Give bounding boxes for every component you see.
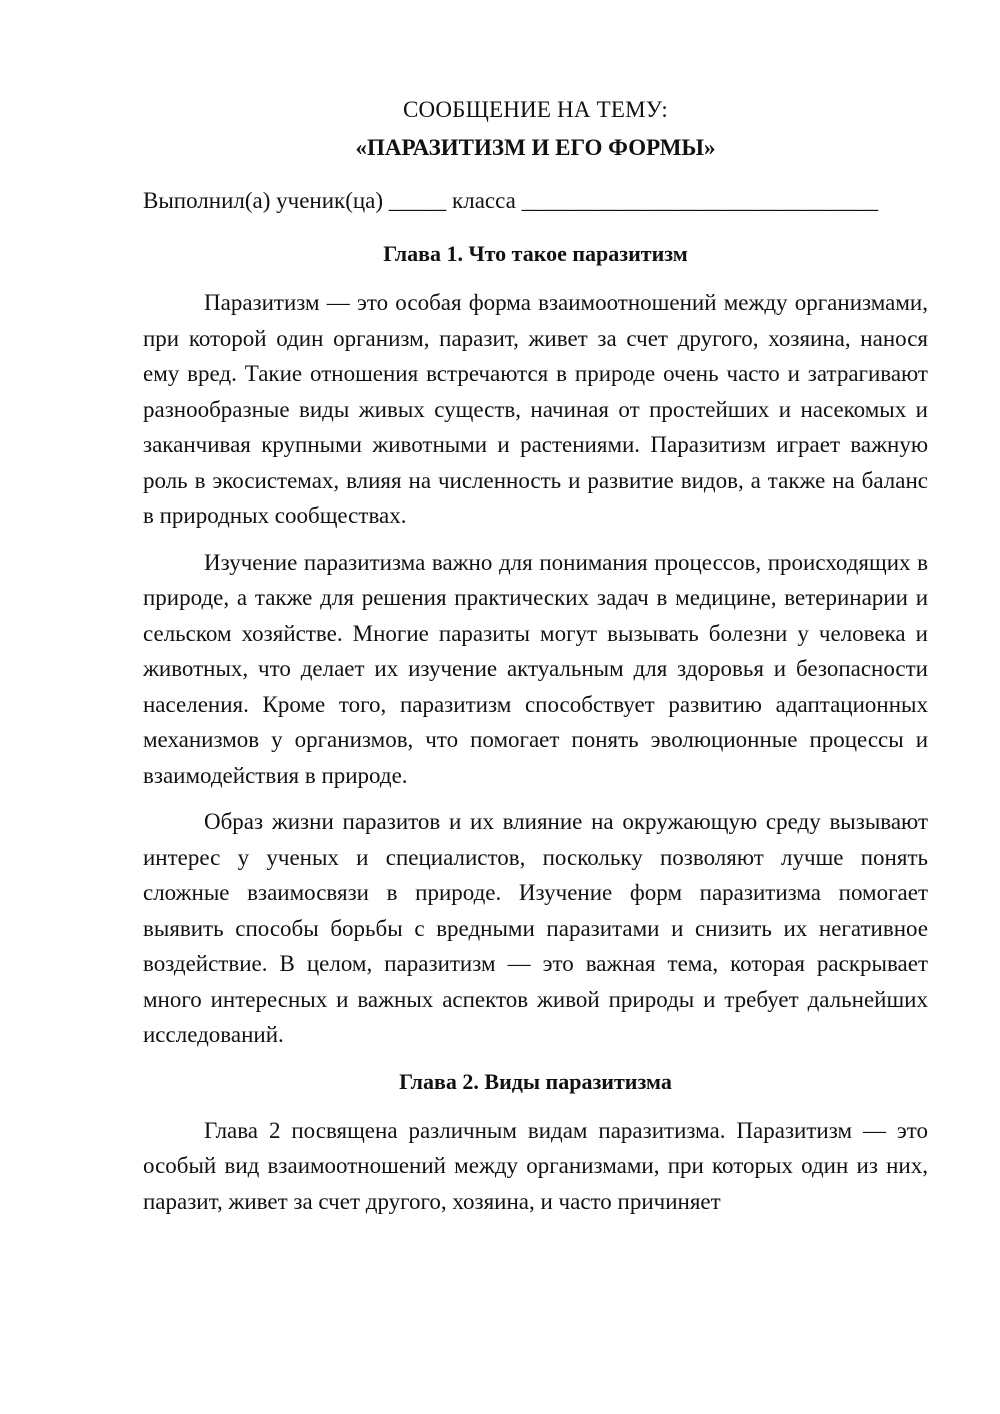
author-line: Выполнил(а) ученик(ца) _____ класса _______________________________ — [143, 188, 879, 213]
chapter-1-paragraph-2: Изучение паразитизма важно для понимания процессов, происходящих в природе, а также для решения практических задач в медицине, ветеринарии и сельском хозяйстве. Многие паразиты могут вызывать болезни у человека и животных, что делает их изучение актуальным для здоровья и безопасности населения. Кроме того, паразитизм способствует развитию адаптационных механизмов у организмов, что помогает понять эволюционные процессы и взаимодействия в природе. — [143, 549, 928, 788]
chapter-1-heading: Глава 1. Что такое паразитизм — [383, 241, 688, 266]
chapter-2-heading: Глава 2. Виды паразитизма — [399, 1068, 672, 1094]
document-title: «ПАРАЗИТИЗМ И ЕГО ФОРМЫ» — [355, 135, 716, 160]
document-content — [143, 92, 928, 1230]
chapter-1-paragraph-1: Паразитизм — это особая форма взаимоотношений между организмами, при которой один организм, паразит, живет за счет другого, хозяина, нанося ему вред. Такие отношения встречаются в природе очень часто и затрагивают разнообразные виды живых существ, начиная от простейших и насекомых и заканчивая крупными животными и растениями. Паразитизм играет важную роль в экосистемах, влияя на численность и развитие видов, а также на баланс в природных сообществах. — [143, 290, 928, 528]
chapter-2-paragraph-1: Глава 2 посвящена различным видам паразитизма. Паразитизм — это особый вид взаимоотношений между организмами, при которых один из них, паразит, живет за счет другого, хозяина, и часто причиняет — [143, 1117, 928, 1214]
document-topic: СООБЩЕНИЕ НА ТЕМУ: — [403, 97, 668, 122]
chapter-1-paragraph-3: Образ жизни паразитов и их влияние на окружающую среду вызывают интерес у ученых и специалистов, поскольку позволяют лучше понять сложные взаимосвязи в природе. Изучение форм паразитизма помогает выявить способы борьбы с вредными паразитами и снизить их негативное воздействие. В целом, паразитизм — это важная тема, которая раскрывает много интересных и важных аспектов живой природы и требует дальнейших исследований. — [143, 809, 928, 1047]
